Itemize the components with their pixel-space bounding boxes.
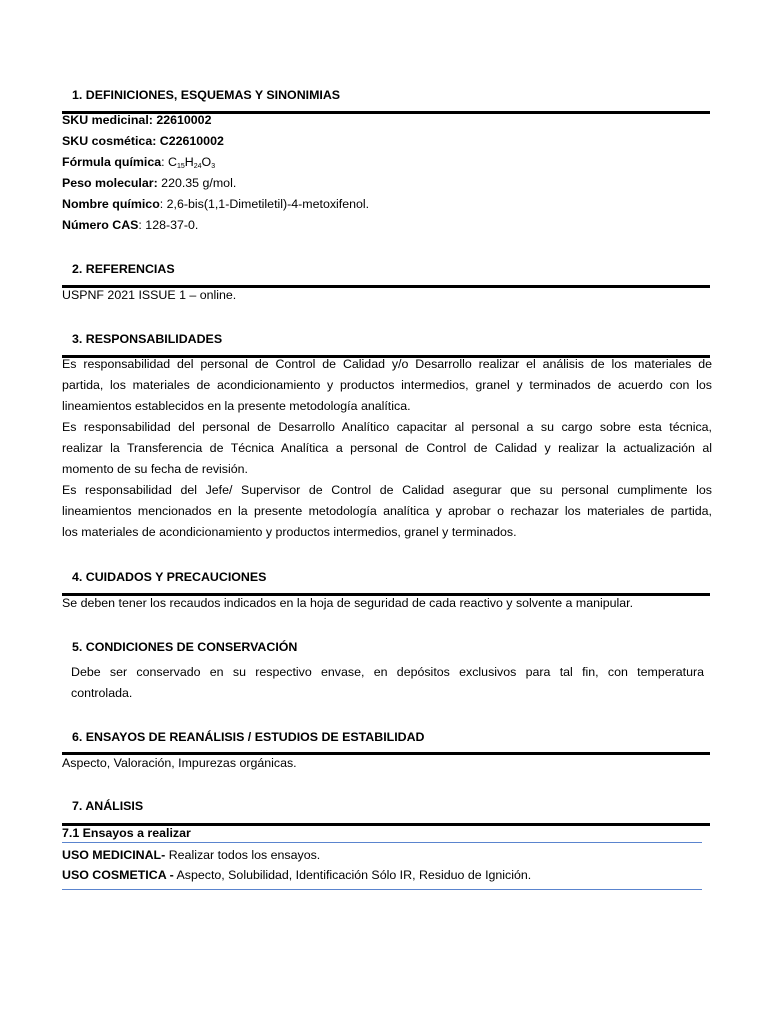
blue-divider-bottom (62, 889, 702, 890)
section-2-heading: 2. REFERENCIAS (72, 262, 175, 276)
conservacion-line-1: Debe ser conservado en su respectivo envase, en depósitos exclusivos para tal fin, con temperatura (71, 665, 704, 679)
nombre-value: : 2,6-bis(1,1-Dimetiletil)-4-metoxifenol. (159, 197, 370, 211)
uso-medicinal-label: USO MEDICINAL- (62, 848, 166, 862)
blue-divider-top (62, 842, 702, 843)
peso-molecular (62, 176, 236, 191)
section-5-heading: 5. CONDICIONES DE CONSERVACIÓN (72, 640, 298, 654)
ensayos-text: Aspecto, Valoración, Impurezas orgánicas. (62, 756, 297, 770)
nombre-label: Nombre químico (62, 197, 160, 211)
resp-line-7: Es responsabilidad del Jefe/ Supervisor de Control de Calidad asegurar que su personal cumplimente los (62, 483, 712, 497)
cuidados-text: Se deben tener los recaudos indicados en la hoja de seguridad de cada reactivo y solvente a manipular. (62, 596, 634, 610)
resp-line-6: momento de su fecha de revisión. (62, 462, 248, 476)
section-6-heading: 6. ENSAYOS DE REANÁLISIS / ESTUDIOS DE ESTABILIDAD (72, 730, 425, 744)
formula-quimica: Fórmula química: $C_{15}H_{24}O_3$ (62, 155, 216, 170)
conservacion-line-2: controlada. (71, 686, 133, 700)
ensayos-a-realizar-title: 7.1 Ensayos a realizar (62, 826, 191, 840)
formula-c: C (168, 155, 177, 169)
resp-line-1: Es responsabilidad del personal de Control de Calidad y/o Desarrollo realizar el análisis de los materiales de (62, 357, 712, 371)
referencias-text: USPNF 2021 ISSUE 1 – online. (62, 288, 237, 302)
sku-cosmetica: SKU cosmética: C22610002 (62, 134, 224, 148)
section-7-heading: 7. ANÁLISIS (72, 799, 144, 813)
resp-line-2: partida, los materiales de acondicionamiento y productos intermedios, granel y terminados de acuerdo con los (62, 378, 712, 392)
resp-line-8: lineamientos mencionados en la presente metodología analítica y aprobar o rechazar los materiales de partida, (62, 504, 712, 518)
peso-value: 220.35 g/mol. (157, 176, 237, 190)
uso-medicinal (62, 848, 320, 863)
cas-label: Número CAS (62, 218, 139, 232)
section-4-heading: 4. CUIDADOS Y PRECAUCIONES (72, 570, 267, 584)
peso-label: Peso molecular: (62, 176, 158, 190)
uso-cosmetica (62, 868, 531, 883)
uso-cosmetica-label: USO COSMETICA - (62, 868, 174, 882)
cas-value: : 128-37-0. (138, 218, 199, 232)
sku-medicinal: SKU medicinal: 22610002 (62, 113, 212, 127)
section-6-rule (62, 752, 710, 755)
section-1-heading: 1. DEFINICIONES, ESQUEMAS Y SINONIMIAS (72, 88, 341, 102)
formula-h-count: 24 (193, 163, 202, 170)
uso-medicinal-text: Realizar todos los ensayos. (165, 848, 321, 862)
section-3-heading: 3. RESPONSABILIDADES (72, 332, 223, 346)
formula-c-count: 15 (177, 163, 185, 170)
numero-cas (62, 218, 198, 233)
resp-line-3: lineamientos establecidos en la presente metodología analítica. (62, 399, 411, 413)
formula-o: O (201, 155, 212, 169)
resp-line-4: Es responsabilidad del personal de Desarrollo Analítico capacitar al personal a su cargo sobre esta técnica, (62, 420, 712, 434)
formula-h: H (184, 155, 194, 169)
formula-label: Fórmula química (62, 155, 162, 169)
resp-line-5: realizar la Transferencia de Técnica Analítica a personal de Control de Calidad y realizar la actualización al (62, 441, 712, 455)
nombre-quimico (62, 197, 369, 212)
formula-o-count: 3 (211, 163, 216, 170)
uso-cosmetica-text: Aspecto, Solubilidad, Identificación Sólo IR, Residuo de Ignición. (173, 868, 532, 882)
resp-line-9: los materiales de acondicionamiento y productos intermedios, granel y terminados. (62, 525, 517, 539)
